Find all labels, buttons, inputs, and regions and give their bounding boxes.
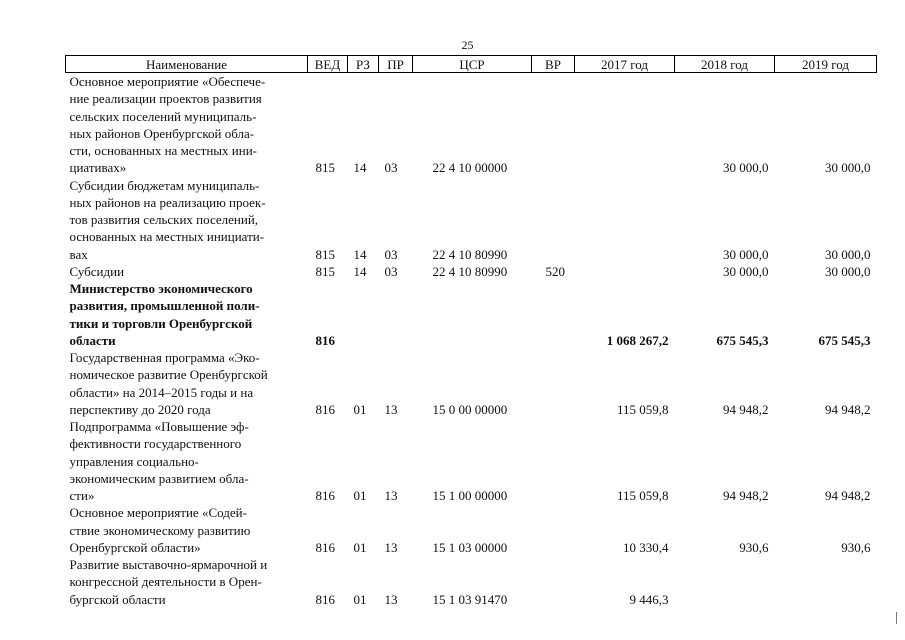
- cell-y2017: 115 059,8: [616, 488, 669, 503]
- cell-csr: [413, 280, 532, 349]
- cell-name: Развитие выставочно-ярмарочной и конгрессной деятельности в Орен- бургской области: [69, 557, 268, 607]
- cell-name: Основное мероприятие «Содей- ствие экономическому развитию Оренбургской области»: [69, 505, 251, 555]
- cell-ved: 816: [315, 332, 335, 348]
- cell-pr: 03: [384, 263, 398, 279]
- table-row: [66, 177, 877, 263]
- cell-y2019: 30 000,0: [825, 160, 871, 176]
- cell-ved: 815: [315, 246, 335, 262]
- cell-csr: 15 1 03 91470: [432, 591, 508, 607]
- column-header-pr: ПР: [379, 56, 413, 73]
- cell-y2019: [775, 556, 877, 608]
- cell-csr: 15 1 03 00000: [432, 539, 508, 555]
- cell-rz: 01: [353, 539, 367, 555]
- cell-y2018: 675 545,3: [716, 332, 769, 348]
- cell-rz: 01: [353, 488, 367, 503]
- column-header-csr: ЦСР: [413, 56, 532, 73]
- cell-csr: 15 0 00 00000: [432, 401, 508, 417]
- cell-ved: 815: [315, 263, 335, 279]
- cell-y2017: 115 059,8: [616, 401, 669, 417]
- column-header-2018: 2018 год: [675, 56, 775, 73]
- table-row: [66, 73, 877, 177]
- cell-rz: [348, 280, 379, 349]
- cell-pr: 03: [384, 246, 398, 262]
- cell-ved: 816: [315, 488, 335, 503]
- cell-ved: 816: [315, 591, 335, 607]
- cell-pr: 13: [384, 591, 398, 607]
- cell-pr: [379, 280, 413, 349]
- table-row: [66, 349, 877, 418]
- cell-csr: 15 1 00 00000: [432, 488, 508, 503]
- cell-rz: 01: [353, 591, 367, 607]
- cell-y2017: [575, 73, 675, 177]
- scan-edge-mark: [896, 612, 897, 624]
- cell-y2018: [675, 556, 775, 608]
- column-header-2017: 2017 год: [575, 56, 675, 73]
- cell-vr: [532, 73, 575, 177]
- column-header-name: Наименование: [66, 56, 308, 73]
- cell-pr: 13: [384, 488, 398, 503]
- cell-vr: [532, 504, 575, 556]
- cell-vr: 520: [545, 263, 565, 279]
- cell-csr: 22 4 10 80990: [432, 263, 508, 279]
- cell-y2017: 10 330,4: [623, 539, 669, 555]
- cell-csr: 22 4 10 80990: [432, 246, 508, 262]
- cell-name: Министерство экономического развития, промышленной поли- тики и торговли Оренбургской области: [69, 281, 260, 348]
- cell-pr: 03: [384, 160, 398, 176]
- table-header-row: [66, 56, 877, 73]
- table-row: [66, 556, 877, 608]
- cell-pr: 13: [384, 401, 398, 417]
- cell-y2017: [575, 177, 675, 263]
- cell-name: Государственная программа «Эко- номическое развитие Оренбургской области» на 2014–2015 годы и на перспективу до 2020 года: [69, 350, 268, 417]
- cell-y2018: 930,6: [739, 539, 769, 555]
- cell-y2017: 9 446,3: [629, 591, 669, 607]
- table-row: [66, 263, 877, 280]
- cell-rz: 14: [353, 246, 367, 262]
- cell-name: Субсидии бюджетам муниципаль- ных районов на реализацию проек- тов развития сельских поселений, основанных на местных инициати- вах: [69, 177, 266, 262]
- cell-vr: [532, 349, 575, 418]
- column-header-vr: ВР: [532, 56, 575, 73]
- page-number: 25: [461, 38, 474, 52]
- cell-y2019: 94 948,2: [825, 488, 871, 503]
- cell-vr: [532, 177, 575, 263]
- cell-ved: 816: [315, 401, 335, 417]
- budget-table: [65, 55, 877, 608]
- column-header-ved: ВЕД: [308, 56, 348, 73]
- cell-ved: 815: [315, 160, 335, 176]
- cell-y2017: 1 068 267,2: [606, 332, 669, 348]
- cell-y2019: 30 000,0: [825, 246, 871, 262]
- column-header-2019: 2019 год: [775, 56, 877, 73]
- table-row: [66, 280, 877, 349]
- cell-y2019: 30 000,0: [825, 263, 871, 279]
- cell-rz: 14: [353, 263, 367, 279]
- cell-vr: [532, 556, 575, 608]
- table-row: [66, 504, 877, 556]
- table-row: [66, 418, 877, 504]
- cell-name: Основное мероприятие «Обеспече- ние реализации проектов развития сельских поселений муниципаль- ных районов Оренбургской обла- сти, основанных на местных ини- циативах»: [69, 74, 266, 176]
- cell-rz: 01: [353, 401, 367, 417]
- cell-y2017: [575, 263, 675, 280]
- cell-csr: 22 4 10 00000: [432, 160, 508, 176]
- cell-y2018: 94 948,2: [723, 401, 769, 417]
- cell-ved: 816: [315, 539, 335, 555]
- cell-y2019: 675 545,3: [818, 332, 871, 348]
- cell-y2018: 30 000,0: [723, 160, 769, 176]
- cell-name: Подпрограмма «Повышение эф- фективности государственного управления социально- экономическим развитием обла- сти»: [69, 419, 249, 503]
- cell-y2019: 94 948,2: [825, 401, 871, 417]
- cell-name: Субсидии: [69, 263, 125, 279]
- cell-rz: 14: [353, 160, 367, 176]
- cell-y2018: 30 000,0: [723, 246, 769, 262]
- cell-pr: 13: [384, 539, 398, 555]
- cell-vr: [532, 418, 575, 504]
- cell-y2018: 94 948,2: [723, 488, 769, 503]
- column-header-rz: РЗ: [348, 56, 379, 73]
- cell-y2019: 930,6: [841, 539, 871, 555]
- cell-vr: [532, 280, 575, 349]
- cell-y2018: 30 000,0: [723, 263, 769, 279]
